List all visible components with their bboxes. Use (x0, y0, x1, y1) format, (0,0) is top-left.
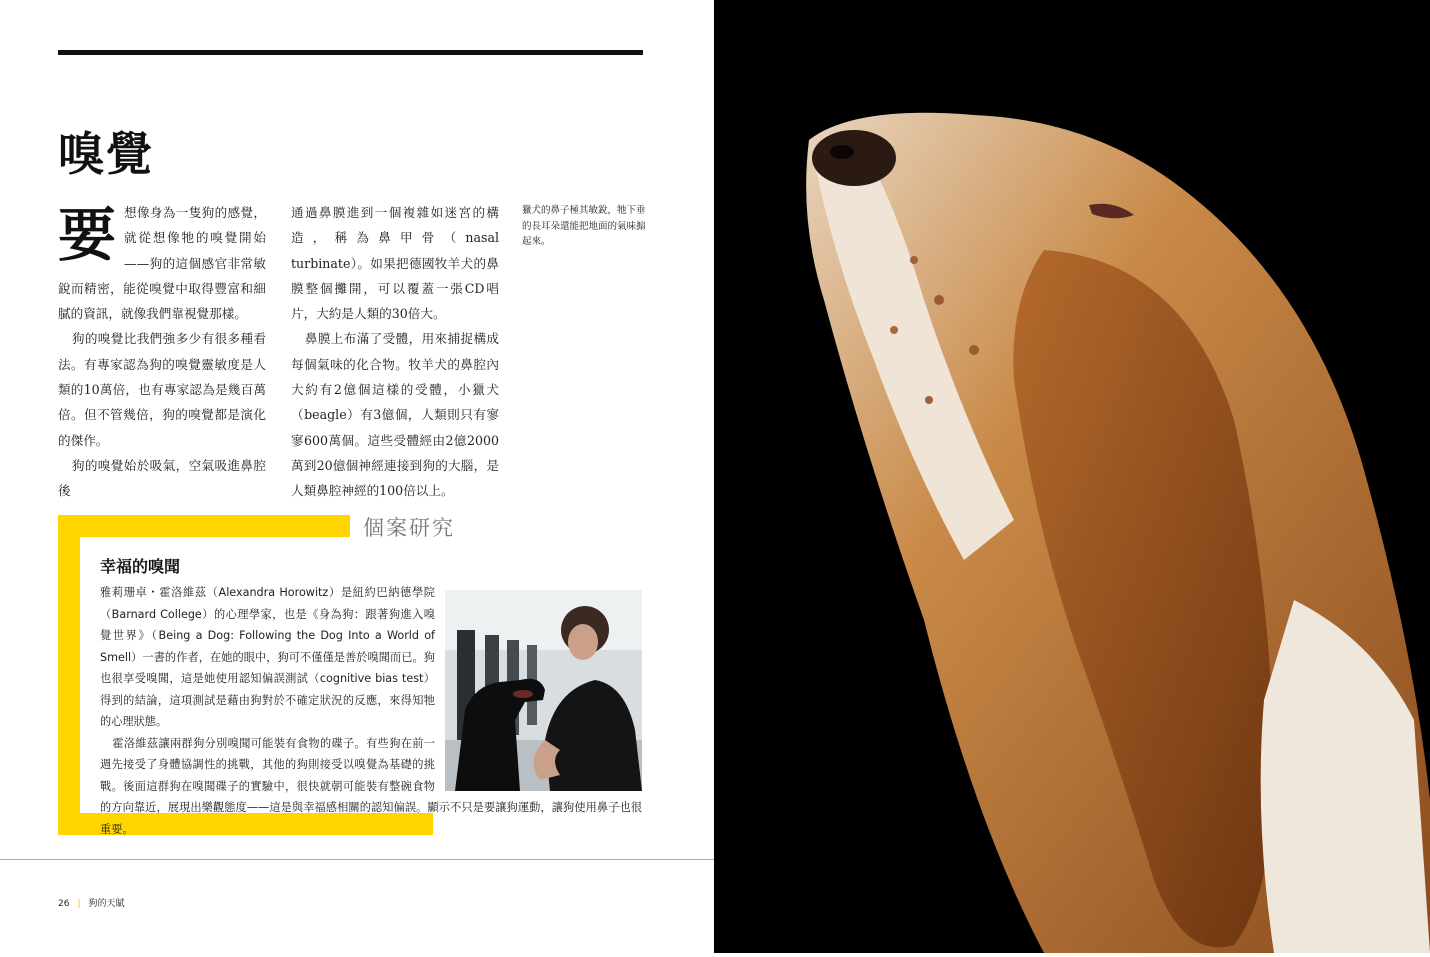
paragraph: 鼻膜上布滿了受體，用來捕捉構成每個氣味的化合物。牧羊犬的鼻腔內大約有2億個這樣的受體，小獵犬（beagle）有3億個，人類則只有寥寥600萬個。這些受體經由2億2000萬到20億個神經連接到狗的大腦，是人類鼻腔神經的100倍以上。 (291, 331, 499, 499)
paragraph-text: 想像身為一隻狗的感覺，就從想像牠的嗅覺開始——狗的這個感官非常敏銳而精密，能從嗅覺中取得豐富和細膩的資訊，就像我們靠視覺那樣。 (58, 205, 266, 322)
paragraph-text: 雅莉珊卓・霍洛維茲（Alexandra Horowitz）是紐約巴納德學院（Barnard College）的心理學家，也是《身為狗：跟著狗進入嗅覺世界》（Being a Dog: Following the Dog Into a World of Smell）一書的作者，在她的眼中，狗可不僅僅是善於嗅聞而已。狗也很享受嗅聞，這是她使用認知偏誤測試（cognitive bias test）得到的結論，這項測試是藉由狗對於不確定狀況的反應，來得知牠的心理狀態。 (100, 586, 435, 728)
case-study-frame-left (58, 515, 80, 835)
paragraph: 霍洛維茲讓兩群狗分別嗅聞可能裝有食物的碟子。有些狗在前一週先接受了身體協調性的挑戰，其他的狗則接受以嗅覺為基礎的挑戰。後面這群狗在嗅聞碟子的實驗中，很快就朝可能裝有整碗食物的方向靠近，展現出樂觀態度——這是與幸福感相關的認知偏誤。顯示不只是要讓狗運動，讓狗使用鼻子也很重要。 (100, 736, 642, 836)
top-rule (58, 50, 643, 55)
case-study-body (100, 582, 642, 840)
right-page-photo (714, 0, 1430, 953)
page-number: 26 (58, 899, 70, 909)
footer-rule (0, 859, 714, 860)
page-title: 嗅覺 (58, 127, 154, 181)
body-column-1 (58, 200, 266, 504)
case-study-title: 幸福的嗅聞 (100, 557, 181, 576)
paragraph (100, 582, 642, 733)
section-name: 狗的天賦 (88, 899, 125, 909)
paragraph: 通過鼻膜進到一個複雜如迷宮的構造，稱為鼻甲骨（nasal turbinate）。如果把德國牧羊犬的鼻膜整個攤開，可以覆蓋一張CD唱片，大約是人類的30倍大。 (291, 205, 499, 322)
paragraph: 狗的嗅覺比我們強多少有很多種看法。有專家認為狗的嗅覺靈敏度是人類的10萬倍，也有專家認為是幾百萬倍。但不管幾倍，狗的嗅覺都是演化的傑作。 (58, 331, 266, 448)
paragraph (58, 200, 266, 326)
body-column-2 (291, 200, 499, 504)
photo-caption: 獵犬的鼻子極其敏銳，牠下垂的長耳朵還能把地面的氣味搧起來。 (522, 205, 646, 247)
page-footer (58, 896, 125, 909)
footer-separator: | (77, 899, 81, 909)
drop-cap: 要 (58, 201, 117, 269)
case-study-frame-top (58, 515, 350, 537)
paragraph: 狗的嗅覺始於吸氣，空氣吸進鼻腔後 (58, 457, 266, 499)
left-page (0, 0, 714, 953)
basset-hound-photo (714, 0, 1430, 953)
case-study-label: 個案研究 (363, 516, 455, 540)
researcher-with-dog-photo (445, 590, 642, 791)
